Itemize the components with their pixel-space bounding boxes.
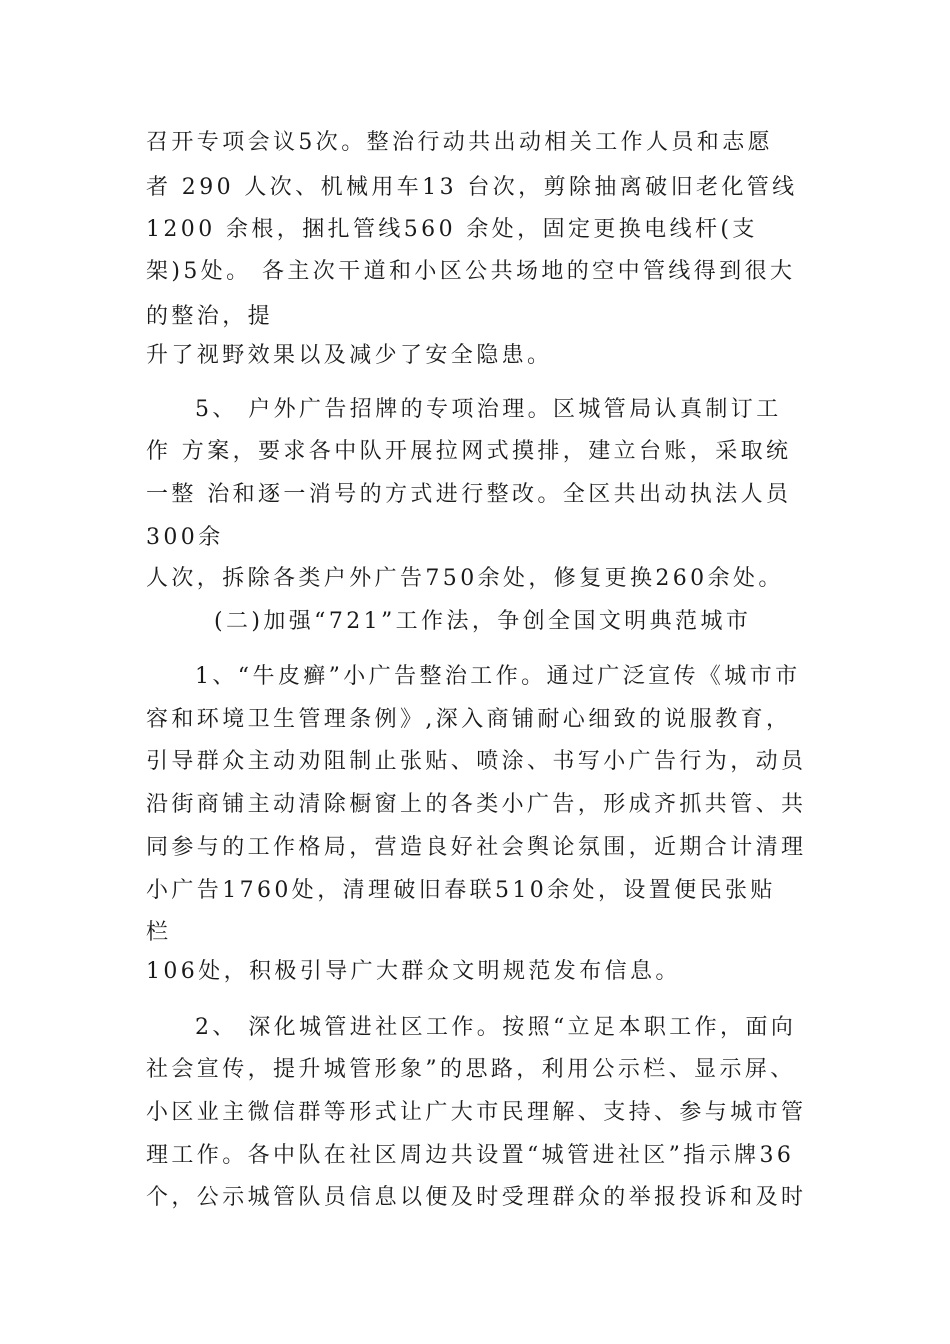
text-line: 1200 余根，捆扎管线560 余处，固定更换电线杆(支 (146, 217, 758, 242)
text-line: 沿街商铺主动清除橱窗上的各类小广告，形成齐抓共管、共 (146, 792, 807, 817)
text-line: 召开专项会议5次。整治行动共出动相关工作人员和志愿 (146, 130, 773, 155)
text-line: 个，公示城管队员信息以便及时受理群众的举报投诉和及时 (146, 1185, 807, 1210)
text-line: 升了视野效果以及减少了安全隐患。 (146, 343, 553, 368)
text-line: 容和环境卫生管理条例》,深入商铺耐心细致的说服教育， (146, 707, 792, 732)
text-line: 的整治，提 (146, 304, 274, 329)
text-line: 106处，积极引导广大群众文明规范发布信息。 (146, 959, 681, 984)
text-line: 同参与的工作格局，营造良好社会舆论氛围，近期合计清理 (146, 835, 807, 860)
text-line: 理工作。各中队在社区周边共设置“城管进社区”指示牌36 (146, 1143, 795, 1168)
text-line: 小广告1760处，清理破旧春联510余处，设置便民张贴 (146, 878, 776, 903)
text-line: 栏 (146, 920, 172, 945)
text-line: 引导群众主动劝阻制止张贴、喷涂、书写小广告行为，动员 (146, 749, 807, 774)
text-line: 5、 户外广告招牌的专项治理。区城管局认真制订工 (195, 397, 782, 422)
text-line: 架)5处。 各主次干道和小区公共场地的空中管线得到很大 (146, 259, 796, 284)
text-line: 社会宣传，提升城管形象”的思路，利用公示栏、显示屏、 (146, 1057, 796, 1082)
text-line: 作 方案，要求各中队开展拉网式摸排，建立台账，采取统 (146, 439, 792, 464)
text-line: 一整 治和逐一消号的方式进行整改。全区共出动执法人员 (146, 482, 792, 507)
text-line: 1、“牛皮癣”小广告整治工作。通过广泛宣传《城市市 (195, 664, 801, 689)
text-line: 2、 深化城管进社区工作。按照“立足本职工作，面向 (195, 1015, 797, 1040)
text-line: 300余 (146, 525, 224, 550)
text-line: 人次，拆除各类户外广告750余处，修复更换260余处。 (146, 566, 784, 591)
section-heading: (二)加强“721”工作法，争创全国文明典范城市 (214, 609, 752, 634)
text-line: 者 290 人次、机械用车13 台次，剪除抽离破旧老化管线 (146, 175, 798, 200)
text-line: 小区业主微信群等形式让广大市民理解、支持、参与城市管 (146, 1100, 807, 1125)
